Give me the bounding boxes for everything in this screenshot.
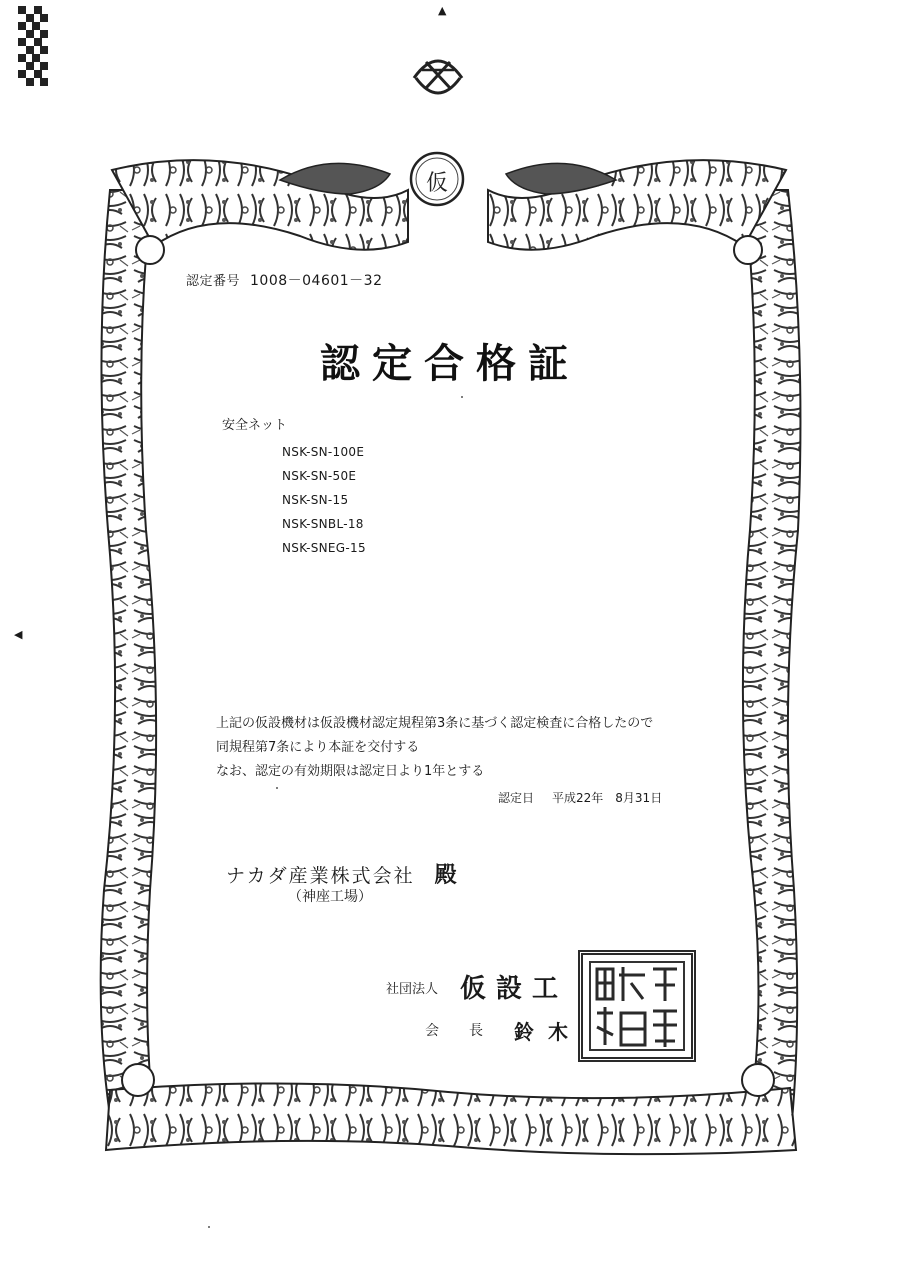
- certificate-number: [186, 270, 383, 290]
- ornamental-border: [90, 150, 806, 1160]
- scan-marker-icon: [18, 6, 48, 90]
- certification-date: [498, 789, 662, 806]
- official-seal-stamp: [578, 950, 696, 1062]
- recipient-company: ナカダ産業株式会社: [226, 865, 415, 887]
- date-label: 認定日: [498, 791, 535, 805]
- seal-glyphs-icon: [583, 955, 691, 1057]
- product-model: NSK-SN-100E: [282, 445, 365, 459]
- certificate-number-value: 1008－04601－32: [250, 273, 383, 289]
- product-model: NSK-SN-15: [282, 493, 349, 507]
- recipient-factory: （神座工場）: [288, 889, 372, 905]
- recipient: [226, 858, 459, 889]
- scan-arrow-up-icon: ▲: [438, 4, 447, 17]
- scan-speck: [461, 396, 463, 398]
- product-list: [282, 440, 366, 560]
- scan-arrow-left-icon: ◀: [14, 628, 23, 641]
- body-line: なお、認定の有効期限は認定日より1年とする: [216, 764, 485, 779]
- body-line: 同規程第7条により本証を交付する: [216, 740, 420, 755]
- issuer-org-name: 仮設工: [460, 974, 569, 1004]
- product-model: NSK-SNEG-15: [282, 541, 366, 555]
- president-role: 会長: [425, 1023, 513, 1039]
- body-line: 上記の仮設機材は仮設機材認定規程第3条に基づく認定検査に合格したので: [216, 716, 654, 731]
- crest-emblem-icon: [406, 48, 470, 104]
- issuer-org-type: 社団法人: [386, 982, 439, 997]
- recipient-honorific: 殿: [434, 863, 459, 888]
- certificate-title: 認定合格証: [320, 340, 580, 387]
- product-category: 安全ネット: [222, 418, 288, 433]
- scan-speck: [276, 787, 278, 789]
- product-model: NSK-SNBL-18: [282, 517, 364, 531]
- date-value: 平成22年 8月31日: [552, 791, 663, 805]
- certificate-number-label: 認定番号: [186, 274, 241, 289]
- scan-speck: [208, 1226, 210, 1228]
- product-model: NSK-SN-50E: [282, 469, 357, 483]
- president-name: 鈴木: [514, 1020, 582, 1044]
- crest-character: 仮: [425, 171, 448, 196]
- certificate-body: [216, 712, 653, 784]
